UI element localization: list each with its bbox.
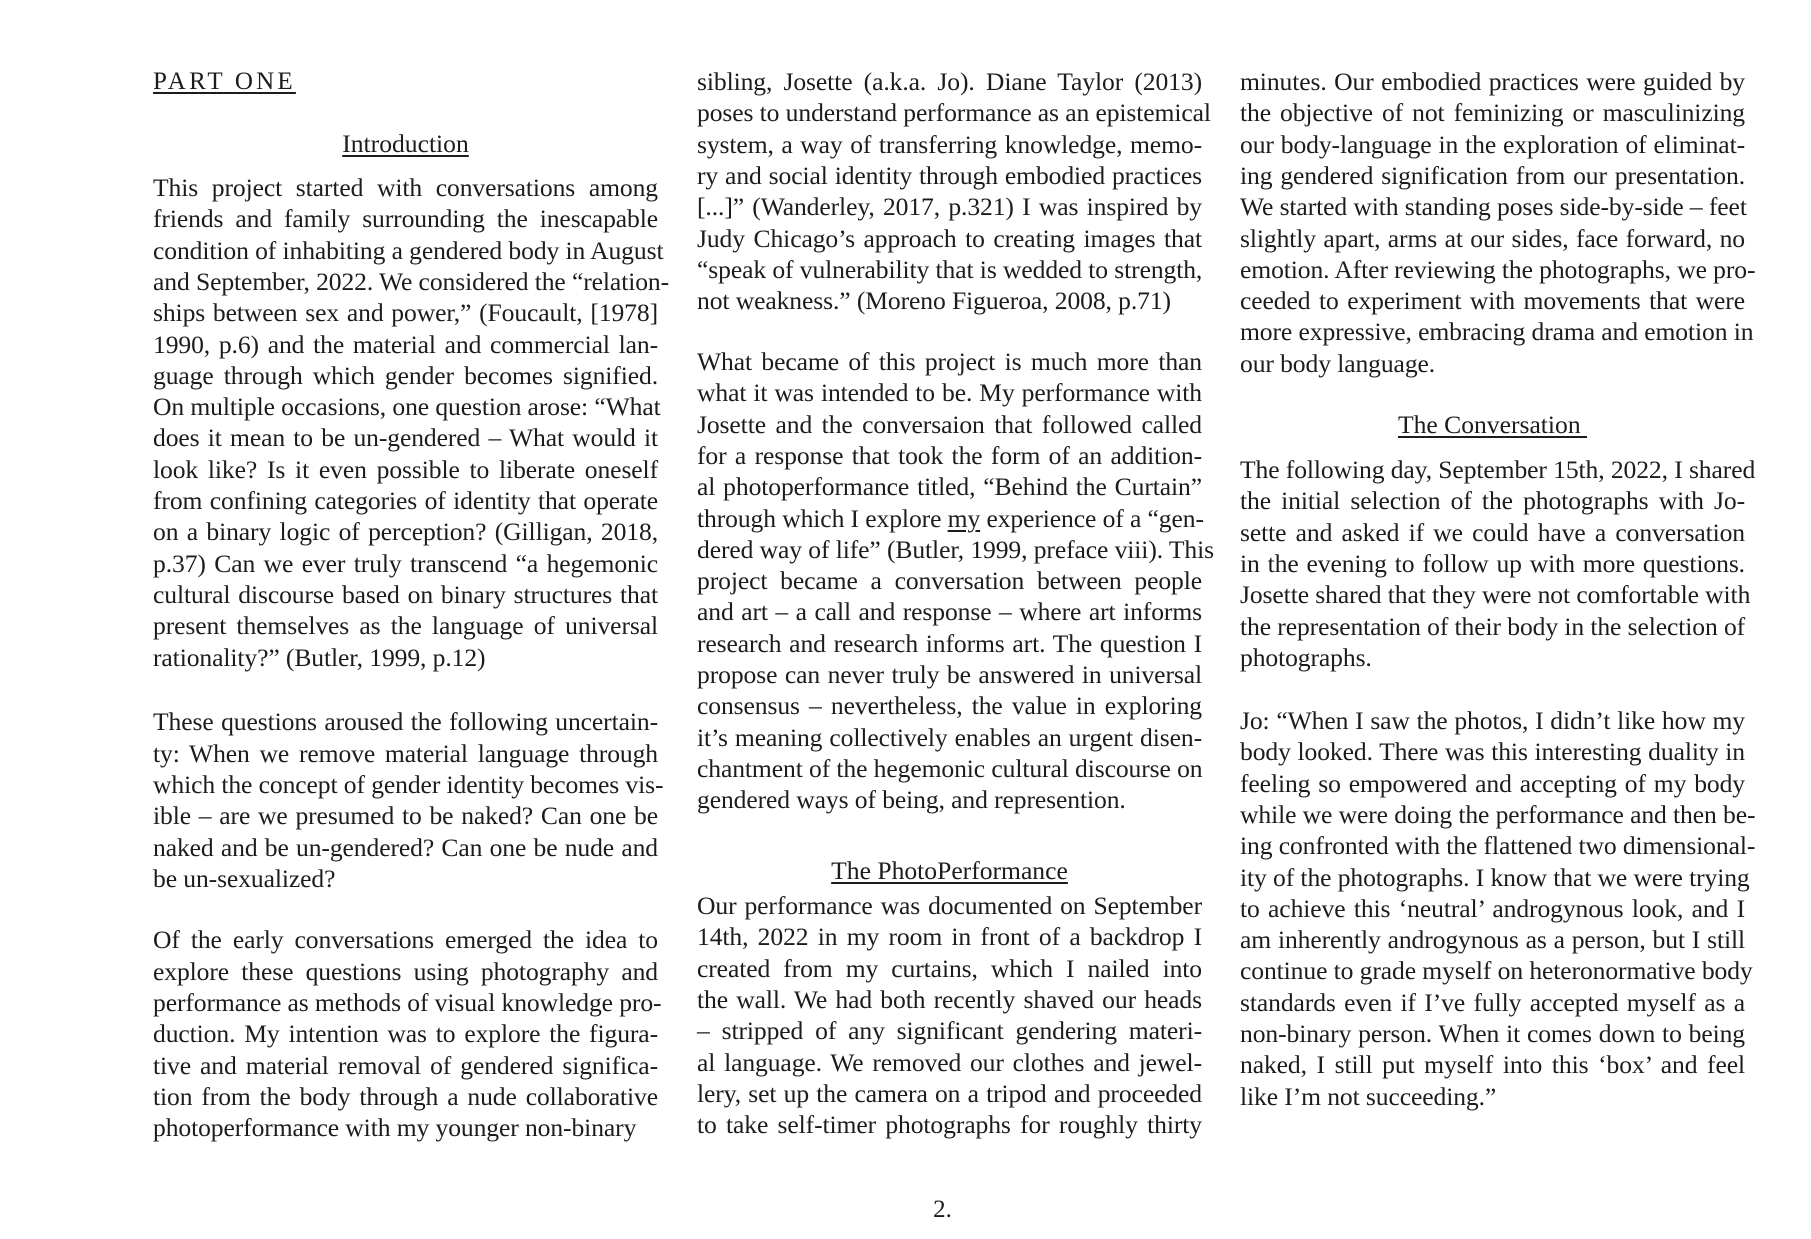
text-line: lery, set up the camera on a tripod and proceeded <box>697 1078 1202 1108</box>
text-line: ceeded to experiment with movements that were <box>1240 286 1745 316</box>
text-line: [...]” (Wanderley, 2017, p.321) I was inspired by <box>697 192 1202 222</box>
text-line: the wall. We had both recently shaved our heads <box>697 984 1202 1014</box>
text-line: ing gendered signification from our presentation. <box>1240 160 1745 190</box>
text-line: project became a conversation between people <box>697 566 1202 596</box>
text-line: rationality?” (Butler, 1999, p.12) <box>153 642 486 672</box>
text-line: Judy Chicago’s approach to creating images that <box>697 223 1202 253</box>
text-line: sibling, Josette (a.k.a. Jo). Diane Taylor (2013) <box>697 67 1202 96</box>
text-line: from confining categories of identity that operate <box>153 486 658 515</box>
text-line: and September, 2022. We considered the “relation- <box>153 266 670 296</box>
text-line: naked, I still put myself into this ‘box’ and feel <box>1240 1050 1745 1080</box>
text-line: am inherently androgynous as a person, but I still <box>1240 925 1745 955</box>
text-line: on a binary logic of perception? (Gilligan, 2018, <box>153 517 658 547</box>
text-line: 14th, 2022 in my room in front of a backdrop I <box>697 922 1202 952</box>
text-line: We started with standing poses side-by-side – feet <box>1240 192 1747 222</box>
part-title: PART ONE <box>153 68 296 95</box>
text-line: the initial selection of the photographs with Jo- <box>1240 486 1745 516</box>
text-line: and art – a call and response – where art informs <box>697 597 1202 627</box>
text-line: ry and social identity through embodied practices <box>697 160 1202 190</box>
text-line: Josette shared that they were not comfortable with <box>1240 580 1751 610</box>
text-line: performance as methods of visual knowledge pro- <box>153 988 662 1017</box>
text-line: dered way of life” (Butler, 1999, preface viii). This <box>697 534 1214 564</box>
text-line: Jo: “When I saw the photos, I didn’t like how my <box>1240 706 1745 735</box>
text-line: not weakness.” (Moreno Figueroa, 2008, p.71) <box>697 286 1171 316</box>
text-line: what it was intended to be. My performance with <box>697 378 1202 408</box>
text-line: tion from the body through a nude collaborative <box>153 1081 658 1111</box>
text-line: present themselves as the language of universal <box>153 611 658 641</box>
text-line: “speak of vulnerability that is wedded to strength, <box>697 254 1203 284</box>
text-line: continue to grade myself on heteronormative body <box>1240 956 1753 986</box>
text-line: al language. We removed our clothes and jewel- <box>697 1047 1202 1077</box>
text-line: ships between sex and power,” (Foucault, [1978] <box>153 298 658 328</box>
text-line <box>697 503 1202 534</box>
text-line: ty: When we remove material language through <box>153 738 658 768</box>
section-heading-introduction <box>153 128 658 159</box>
text-line: explore these questions using photography and <box>153 956 658 986</box>
text-line: gendered ways of being, and represention. <box>697 785 1126 815</box>
text-line: Our performance was documented on September <box>697 891 1202 920</box>
text-line: look like? Is it even possible to liberate oneself <box>153 454 658 484</box>
text-line: photoperformance with my younger non-binary <box>153 1113 637 1143</box>
photoperformance-heading-text: The PhotoPerformance <box>831 856 1068 885</box>
text-line: Of the early conversations emerged the idea to <box>153 925 658 955</box>
text-line: 1990, p.6) and the material and commercial lan- <box>153 329 658 359</box>
text-line: while we were doing the performance and then be- <box>1240 799 1756 829</box>
text-segment: experience of a “gen- <box>980 503 1204 533</box>
text-line: more expressive, embracing drama and emotion in <box>1240 317 1754 347</box>
text-line: slightly apart, arms at our sides, face forward, no <box>1240 223 1745 253</box>
text-line: ing confronted with the flattened two dimensional- <box>1240 831 1756 861</box>
text-line: non-binary person. When it comes down to being <box>1240 1019 1745 1048</box>
text-line: ity of the photographs. I know that we were trying <box>1240 862 1750 892</box>
text-line: naked and be un-gendered? Can one be nude and <box>153 832 658 862</box>
text-line: system, a way of transferring knowledge, memo- <box>697 129 1202 159</box>
text-line: condition of inhabiting a gendered body in August <box>153 235 664 265</box>
text-line: our body language. <box>1240 348 1436 378</box>
text-line: for a response that took the form of an addition- <box>697 440 1202 470</box>
text-segment: through which I explore <box>697 503 948 533</box>
introduction-heading-text: Introduction <box>342 129 469 158</box>
text-line: minutes. Our embodied practices were guided by <box>1240 67 1745 96</box>
text-line: standards even if I’ve fully accepted myself as a <box>1240 987 1745 1017</box>
text-line: tive and material removal of gendered significa- <box>153 1050 658 1080</box>
text-line: sette and asked if we could have a conversation <box>1240 517 1745 547</box>
text-line: ible – are we presumed to be naked? Can one be <box>153 801 658 831</box>
text-line: emotion. After reviewing the photographs, we pro- <box>1240 254 1756 284</box>
text-line: al photoperformance titled, “Behind the Curtain” <box>697 472 1202 502</box>
text-line: What became of this project is much more than <box>697 347 1202 376</box>
text-line: feeling so empowered and accepting of my body <box>1240 768 1745 798</box>
text-line: consensus – nevertheless, the value in exploring <box>697 691 1202 721</box>
text-line: cultural discourse based on binary structures that <box>153 579 658 609</box>
text-line: The following day, September 15th, 2022, I shared <box>1240 455 1756 484</box>
text-line: On multiple occasions, one question arose: “What <box>153 392 661 422</box>
conversation-heading-text: The Conversation <box>1397 410 1588 439</box>
text-line: guage through which gender becomes signified. <box>153 360 658 390</box>
text-line: duction. My intention was to explore the figura- <box>153 1019 658 1049</box>
text-line: it’s meaning collectively enables an urgent disen- <box>697 722 1202 752</box>
text-line: which the concept of gender identity becomes vis- <box>153 769 664 799</box>
text-line: the objective of not feminizing or masculinizing <box>1240 98 1745 128</box>
text-line: research and research informs art. The question I <box>697 628 1202 658</box>
text-line: body looked. There was this interesting duality in <box>1240 737 1745 767</box>
text-line: Josette and the conversaion that followed called <box>697 409 1202 439</box>
text-line: These questions aroused the following uncertain- <box>153 707 658 737</box>
text-line: – stripped of any significant gendering materi- <box>697 1016 1202 1046</box>
underlined-emphasis: my <box>947 503 981 533</box>
text-line: be un-sexualized? <box>153 863 336 893</box>
text-line: chantment of the hegemonic cultural discourse on <box>697 753 1203 783</box>
text-line: poses to understand performance as an epistemical <box>697 98 1211 128</box>
text-line: our body-language in the exploration of eliminat- <box>1240 129 1745 159</box>
page-number: 2. <box>933 1196 952 1223</box>
text-line: to achieve this ‘neutral’ androgynous look, and I <box>1240 893 1745 923</box>
text-line: p.37) Can we ever truly transcend “a hegemonic <box>153 548 658 578</box>
text-line: like I’m not succeeding.” <box>1240 1081 1497 1111</box>
text-line: This project started with conversations among <box>153 173 658 202</box>
section-heading-conversation <box>1240 409 1745 440</box>
text-line: friends and family surrounding the inescapable <box>153 204 658 234</box>
section-heading-photoperformance <box>697 855 1202 886</box>
text-line: created from my curtains, which I nailed into <box>697 953 1202 983</box>
text-line: propose can never truly be answered in universal <box>697 660 1202 689</box>
text-line: photographs. <box>1240 642 1372 672</box>
text-line: does it mean to be un-gendered – What would it <box>153 423 658 453</box>
text-line: to take self-timer photographs for roughly thirty <box>697 1110 1202 1140</box>
text-line: the representation of their body in the selection of <box>1240 611 1746 641</box>
text-line: in the evening to follow up with more questions. <box>1240 548 1745 578</box>
